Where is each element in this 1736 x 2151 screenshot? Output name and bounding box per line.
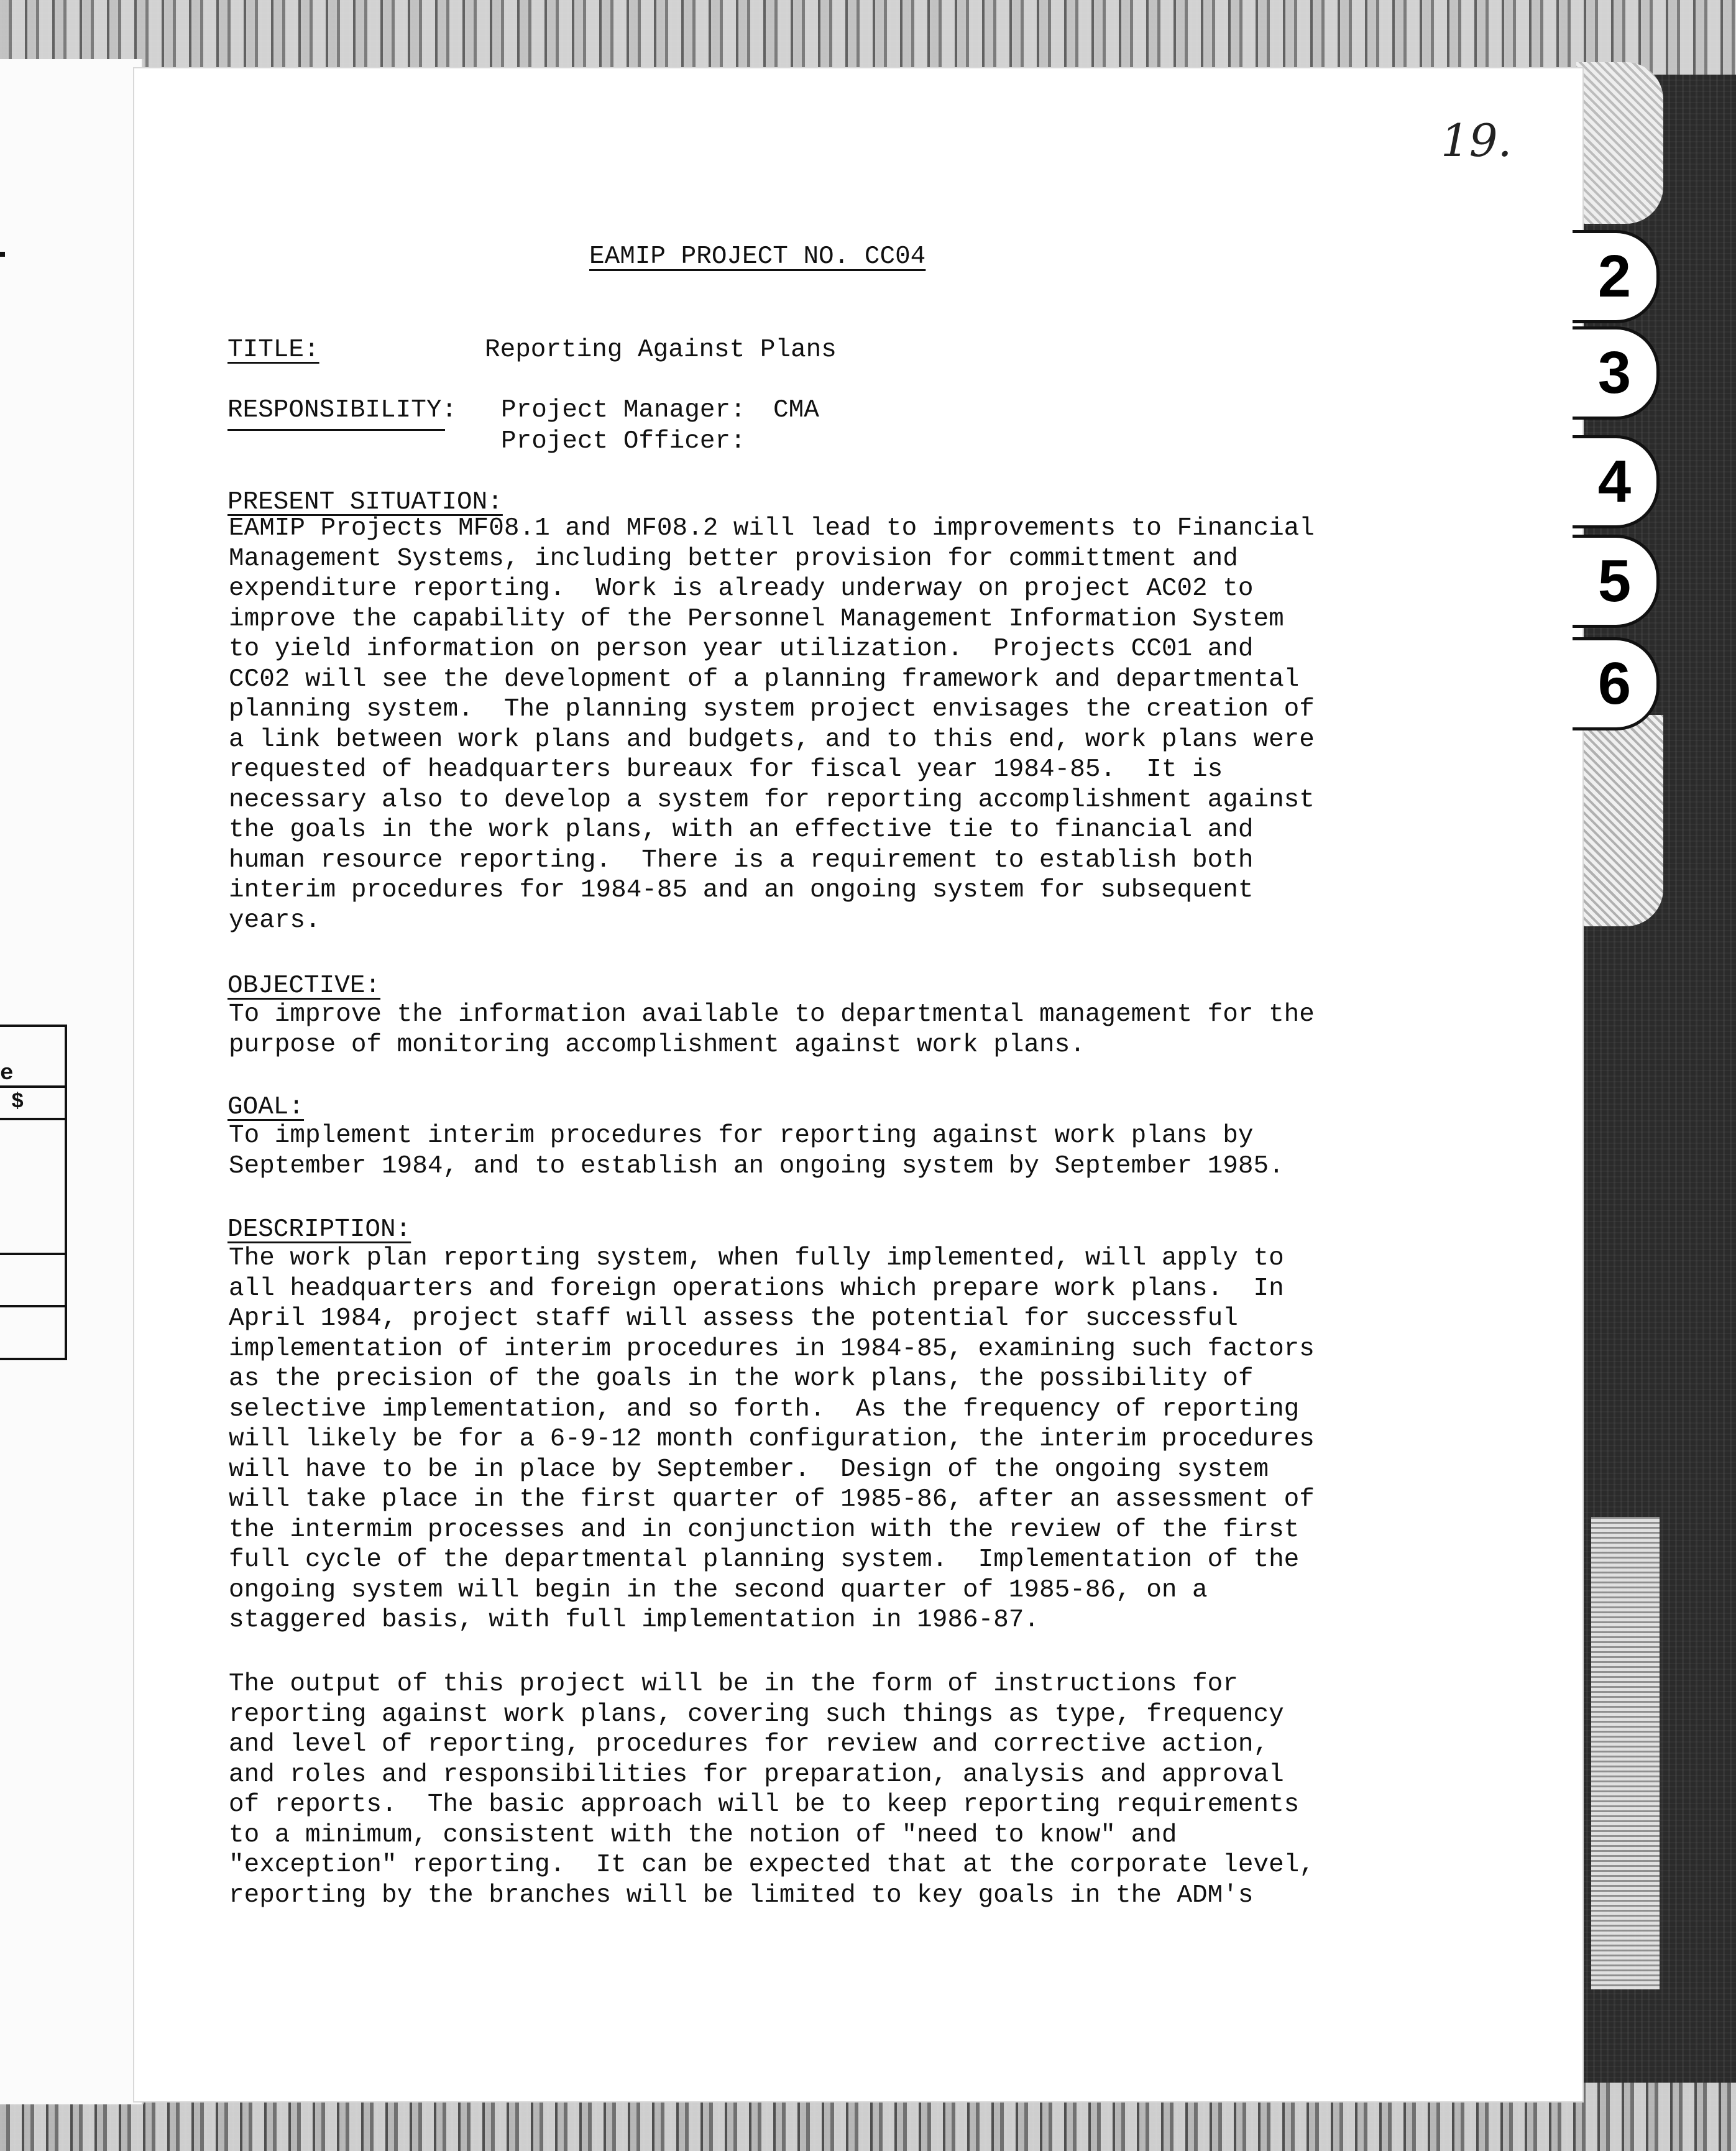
form-rule xyxy=(0,1025,65,1027)
body-line: CC02 will see the development of a planning framework and departmental xyxy=(229,665,1300,694)
body-line: will likely be for a 6-9-12 month configuration, the interim procedures xyxy=(229,1425,1315,1453)
adjacent-page-mark xyxy=(0,252,5,257)
project-manager-label: Project Manager: xyxy=(501,396,746,425)
body-line: ongoing system will begin in the second quarter of 1985-86, on a xyxy=(229,1575,1208,1605)
body-line: will have to be in place by September. Design of the ongoing system xyxy=(229,1455,1269,1484)
body-line: the goals in the work plans, with an effective tie to financial and xyxy=(229,816,1254,844)
body-line: To implement interim procedures for reporting against work plans by xyxy=(229,1122,1254,1150)
body-line: reporting against work plans, covering such things as type, frequency xyxy=(229,1700,1284,1729)
body-line: as the precision of the goals in the work plans, the possibility of xyxy=(229,1365,1254,1393)
index-tab-6[interactable]: 6 xyxy=(1573,637,1660,730)
body-line: reporting by the branches will be limited to key goals in the ADM's xyxy=(229,1881,1254,1910)
body-line: selective implementation, and so forth. As the frequency of reporting xyxy=(229,1394,1300,1424)
index-tab-5[interactable]: 5 xyxy=(1573,535,1660,628)
form-rule xyxy=(0,1305,65,1307)
body-line: to yield information on person year utilization. Projects CC01 and xyxy=(229,635,1254,663)
project-manager-value: CMA xyxy=(773,396,819,425)
body-line: purpose of monitoring accomplishment against work plans. xyxy=(229,1030,1085,1059)
adjacent-page-form xyxy=(0,1025,67,1360)
index-tab-4[interactable]: 4 xyxy=(1573,435,1660,528)
body-line: Management Systems, including better provision for committment and xyxy=(229,544,1238,573)
page-number: 19. xyxy=(1441,114,1512,167)
body-line: necessary also to develop a system for reporting accomplishment against xyxy=(229,785,1315,814)
body-line: planning system. The planning system project envisages the creation of xyxy=(229,695,1315,724)
project-officer-label: Project Officer: xyxy=(501,427,746,456)
body-line: To improve the information available to departmental management for the xyxy=(229,1000,1315,1029)
body-line: implementation of interim procedures in 1984-85, examining such factors xyxy=(229,1334,1315,1363)
body-line: human resource reporting. There is a requirement to establish both xyxy=(229,845,1254,875)
index-tab-3[interactable]: 3 xyxy=(1573,326,1660,420)
body-line: and roles and responsibilities for preparation, analysis and approval xyxy=(229,1760,1284,1789)
body-line: a link between work plans and budgets, and to this end, work plans were xyxy=(229,725,1315,754)
responsibility-underline xyxy=(227,429,445,431)
body-line: will take place in the first quarter of 1985-86, after an assessment of xyxy=(229,1485,1315,1514)
body-line: September 1984, and to establish an ongoing system by September 1985. xyxy=(229,1151,1284,1181)
present-situation-body xyxy=(229,514,1323,936)
index-tab-2[interactable]: 2 xyxy=(1573,230,1660,323)
objective-body xyxy=(229,1000,1323,1060)
present-situation-heading: PRESENT SITUATION: xyxy=(227,488,503,517)
responsibility-label: RESPONSIBILITY: xyxy=(227,396,457,425)
form-rule xyxy=(0,1118,65,1120)
body-line: expenditure reporting. Work is already underway on project AC02 to xyxy=(229,574,1254,603)
title-value: Reporting Against Plans xyxy=(485,336,837,364)
body-line: of reports. The basic approach will be to keep reporting requirements xyxy=(229,1790,1300,1819)
body-line: interim procedures for 1984-85 and an ongoing system for subsequent xyxy=(229,876,1254,905)
body-line: April 1984, project staff will assess the potential for successful xyxy=(229,1304,1238,1333)
body-line: EAMIP Projects MF08.1 and MF08.2 will lead to improvements to Financial xyxy=(229,514,1315,543)
description-body xyxy=(229,1243,1323,1636)
body-line: years. xyxy=(229,906,321,935)
form-rule xyxy=(0,1358,65,1360)
form-fragment-text: $ xyxy=(11,1090,24,1114)
form-fragment-text: e xyxy=(0,1061,14,1086)
tab-stack-bottom xyxy=(1576,715,1663,926)
body-line: The output of this project will be in the form of instructions for xyxy=(229,1670,1238,1698)
body-line: improve the capability of the Personnel Management Information System xyxy=(229,604,1284,633)
description-heading: DESCRIPTION: xyxy=(227,1215,411,1244)
body-line: full cycle of the departmental planning system. Implementation of the xyxy=(229,1545,1300,1574)
goal-heading: GOAL: xyxy=(227,1093,305,1122)
goal-body xyxy=(229,1121,1323,1181)
index-tabs xyxy=(1573,99,1666,746)
scan-right-edge xyxy=(1591,1517,1660,1989)
body-line: "exception" reporting. It can be expected that at the corporate level, xyxy=(229,1851,1315,1879)
body-line: to a minimum, consistent with the notion of "need to know" and xyxy=(229,1820,1177,1849)
body-line: The work plan reporting system, when fully implemented, will apply to xyxy=(229,1244,1284,1273)
form-rule xyxy=(0,1085,65,1088)
body-line: and level of reporting, procedures for review and corrective action, xyxy=(229,1730,1269,1759)
scan-top-edge xyxy=(0,0,1736,75)
objective-heading: OBJECTIVE: xyxy=(227,972,381,1000)
body-line: the intermim processes and in conjunction with the review of the first xyxy=(229,1515,1300,1544)
form-rule xyxy=(0,1253,65,1255)
project-heading: EAMIP PROJECT NO. CC04 xyxy=(589,242,926,271)
body-line: all headquarters and foreign operations which prepare work plans. In xyxy=(229,1274,1284,1303)
body-line: requested of headquarters bureaux for fiscal year 1984-85. It is xyxy=(229,755,1223,784)
title-label: TITLE: xyxy=(227,336,319,364)
output-body xyxy=(229,1669,1323,1910)
body-line: staggered basis, with full implementation in 1986-87. xyxy=(229,1606,1040,1634)
